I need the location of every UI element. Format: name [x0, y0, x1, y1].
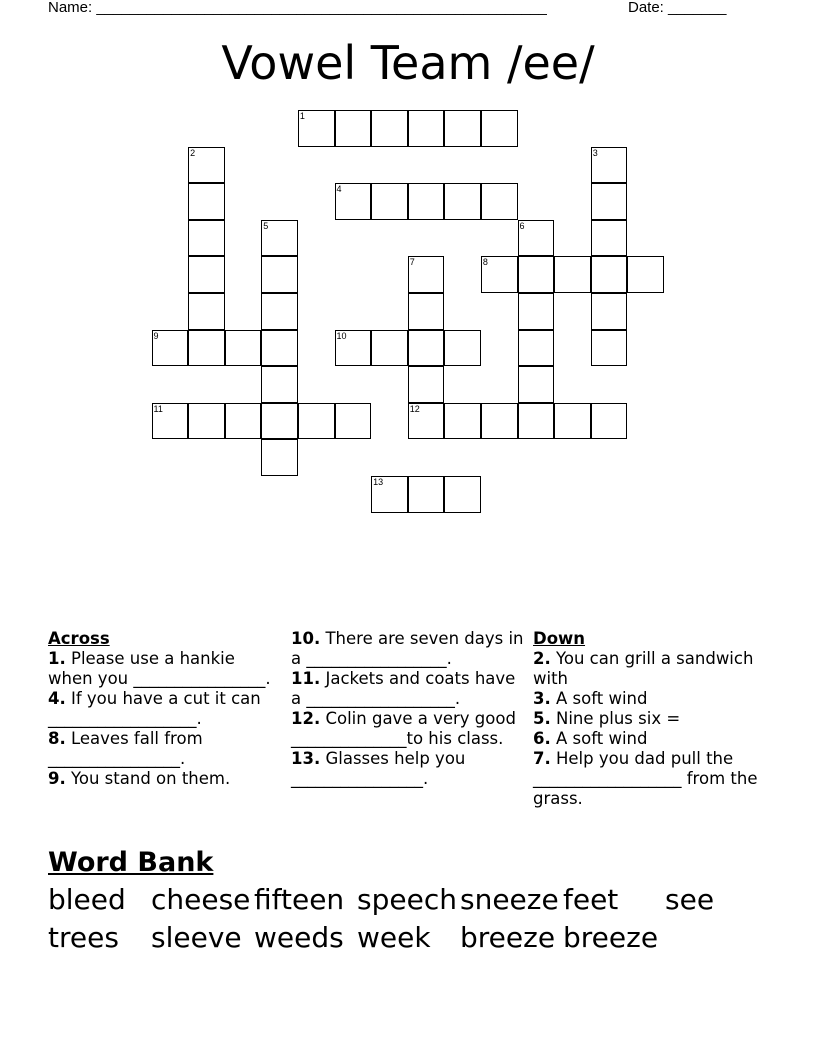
- cell-number: 11: [153, 403, 163, 414]
- word-bank-word: week: [357, 921, 431, 954]
- crossword-cell[interactable]: [554, 256, 591, 293]
- crossword-cell[interactable]: [408, 256, 445, 293]
- name-field-label[interactable]: Name: ______________________________________________________: [48, 0, 547, 16]
- crossword-cell[interactable]: [554, 403, 591, 440]
- crossword-cell[interactable]: [261, 366, 298, 403]
- crossword-cell[interactable]: [627, 256, 664, 293]
- clue-across-13: [291, 749, 526, 789]
- clue-down-7: [533, 749, 768, 809]
- crossword-cell[interactable]: [188, 220, 225, 257]
- clue-down-2: [533, 649, 768, 689]
- crossword-cell[interactable]: [591, 293, 628, 330]
- clues-column-2: [291, 629, 526, 789]
- crossword-cell[interactable]: [444, 183, 481, 220]
- clue-number: 6.: [533, 729, 551, 748]
- word-bank-word: sleeve: [151, 921, 242, 954]
- clue-number: 8.: [48, 729, 66, 748]
- clue-text: Glasses help you ________________.: [291, 749, 466, 788]
- clue-text: You can grill a sandwich with: [533, 649, 754, 688]
- cell-number: 7: [409, 257, 415, 268]
- clue-text: Nine plus six =: [550, 709, 681, 728]
- cell-number: 5: [263, 220, 269, 231]
- cell-number: 9: [153, 330, 159, 341]
- word-bank-word: speech: [357, 883, 457, 916]
- clues-column-1: [48, 629, 283, 789]
- crossword-cell[interactable]: [591, 220, 628, 257]
- cell-number: 13: [373, 477, 384, 487]
- cell-number: 8: [482, 257, 488, 268]
- clue-number: 9.: [48, 769, 66, 788]
- clue-text: Please use a hankie when you ________________.: [48, 649, 271, 688]
- cell-number: 10: [336, 330, 347, 341]
- crossword-cell[interactable]: [188, 147, 225, 184]
- crossword-cell[interactable]: [408, 183, 445, 220]
- crossword-cell[interactable]: [298, 110, 335, 147]
- crossword-cell[interactable]: [371, 110, 408, 147]
- crossword-cell[interactable]: [188, 256, 225, 293]
- crossword-cell[interactable]: [518, 366, 555, 403]
- crossword-cell[interactable]: [261, 403, 298, 440]
- down-heading: Down: [533, 629, 586, 648]
- clue-text: A soft wind: [550, 689, 648, 708]
- clue-number: 13.: [291, 749, 321, 768]
- clue-down-3: [533, 689, 768, 709]
- crossword-cell[interactable]: [261, 439, 298, 476]
- crossword-cell[interactable]: [298, 403, 335, 440]
- clue-across-8: [48, 729, 283, 769]
- crossword-cell[interactable]: [518, 220, 555, 257]
- word-bank-word: weeds: [254, 921, 344, 954]
- clue-text: There are seven days in a _________________.: [291, 629, 524, 668]
- crossword-cell[interactable]: [444, 110, 481, 147]
- cell-number: 2: [190, 147, 196, 158]
- crossword-cell[interactable]: [408, 110, 445, 147]
- word-bank-word: see: [665, 883, 715, 916]
- crossword-cell[interactable]: [591, 183, 628, 220]
- crossword-cell[interactable]: [335, 403, 372, 440]
- crossword-cell[interactable]: [188, 293, 225, 330]
- crossword-cell[interactable]: [481, 183, 518, 220]
- crossword-cell[interactable]: [225, 330, 262, 367]
- crossword-cell[interactable]: [408, 366, 445, 403]
- cell-number: 1: [299, 111, 305, 121]
- crossword-cell[interactable]: [518, 403, 555, 440]
- clue-across-4: [48, 689, 283, 729]
- crossword-cell[interactable]: [335, 183, 372, 220]
- clue-across-11: [291, 669, 526, 709]
- cell-number: 3: [592, 147, 598, 158]
- crossword-cell[interactable]: [481, 256, 518, 293]
- cell-number: 12: [409, 403, 420, 414]
- cell-number: 6: [519, 220, 525, 231]
- crossword-cell[interactable]: [152, 330, 189, 367]
- crossword-cell[interactable]: [261, 330, 298, 367]
- clue-number: 3.: [533, 689, 551, 708]
- crossword-cell[interactable]: [518, 293, 555, 330]
- crossword-cell[interactable]: [371, 183, 408, 220]
- word-bank-word: cheese: [151, 883, 251, 916]
- clue-across-9: [48, 769, 283, 789]
- clue-text: Colin gave a very good ______________to his class.: [291, 709, 516, 748]
- clue-text: If you have a cut it can __________________.: [48, 689, 261, 728]
- clue-number: 5.: [533, 709, 551, 728]
- crossword-cell[interactable]: [591, 330, 628, 367]
- crossword-cell[interactable]: [591, 403, 628, 440]
- clues-column-3: [533, 629, 768, 809]
- crossword-cell[interactable]: [261, 256, 298, 293]
- clue-text: Help you dad pull the __________________ from the grass.: [533, 749, 758, 808]
- crossword-cell[interactable]: [261, 293, 298, 330]
- date-field-label[interactable]: Date: _______: [628, 0, 727, 16]
- clue-text: You stand on them.: [65, 769, 231, 788]
- clue-across-10: [291, 629, 526, 669]
- clue-down-5: [533, 709, 768, 729]
- across-heading: Across: [48, 629, 110, 648]
- crossword-cell[interactable]: [518, 330, 555, 367]
- crossword-cell[interactable]: [371, 330, 408, 367]
- clue-text: Leaves fall from ________________.: [48, 729, 203, 768]
- clue-number: 10.: [291, 629, 321, 648]
- clue-number: 2.: [533, 649, 551, 668]
- clue-text: Jackets and coats have a __________________.: [291, 669, 516, 708]
- crossword-cell[interactable]: [481, 403, 518, 440]
- clue-number: 11.: [291, 669, 321, 688]
- crossword-cell[interactable]: [225, 403, 262, 440]
- word-bank-word: breeze: [460, 921, 556, 954]
- word-bank-word: breeze: [563, 921, 659, 954]
- crossword-cell[interactable]: [188, 330, 225, 367]
- crossword-cell[interactable]: [188, 403, 225, 440]
- page-title: Vowel Team /ee/: [221, 36, 595, 90]
- word-bank-word: trees: [48, 921, 119, 954]
- clue-across-1: [48, 649, 283, 689]
- crossword-cell[interactable]: [335, 330, 372, 367]
- crossword-cell[interactable]: [444, 403, 481, 440]
- crossword-cell[interactable]: [591, 147, 628, 184]
- clue-across-12: [291, 709, 526, 749]
- clue-number: 4.: [48, 689, 66, 708]
- cell-number: 4: [336, 184, 342, 195]
- crossword-cell[interactable]: [152, 403, 189, 440]
- crossword-cell[interactable]: [408, 476, 445, 513]
- clue-number: 12.: [291, 709, 321, 728]
- crossword-cell[interactable]: [371, 476, 408, 513]
- crossword-cell[interactable]: [591, 256, 628, 293]
- word-bank-word: feet: [563, 883, 619, 916]
- crossword-cell[interactable]: [408, 403, 445, 440]
- crossword-cell[interactable]: [444, 330, 481, 367]
- word-bank-title: Word Bank: [48, 847, 214, 878]
- word-bank-word: sneeze: [460, 883, 559, 916]
- crossword-cell[interactable]: [518, 256, 555, 293]
- word-bank-word: fifteen: [254, 883, 345, 916]
- clue-number: 1.: [48, 649, 66, 668]
- crossword-cell[interactable]: [444, 476, 481, 513]
- crossword-cell[interactable]: [261, 220, 298, 257]
- crossword-cell[interactable]: [335, 110, 372, 147]
- clue-down-6: [533, 729, 768, 749]
- clue-text: A soft wind: [550, 729, 648, 748]
- clue-number: 7.: [533, 749, 551, 768]
- word-bank-word: bleed: [48, 883, 126, 916]
- crossword-cell[interactable]: [481, 110, 518, 147]
- crossword-cell[interactable]: [408, 293, 445, 330]
- crossword-cell[interactable]: [408, 330, 445, 367]
- crossword-cell[interactable]: [188, 183, 225, 220]
